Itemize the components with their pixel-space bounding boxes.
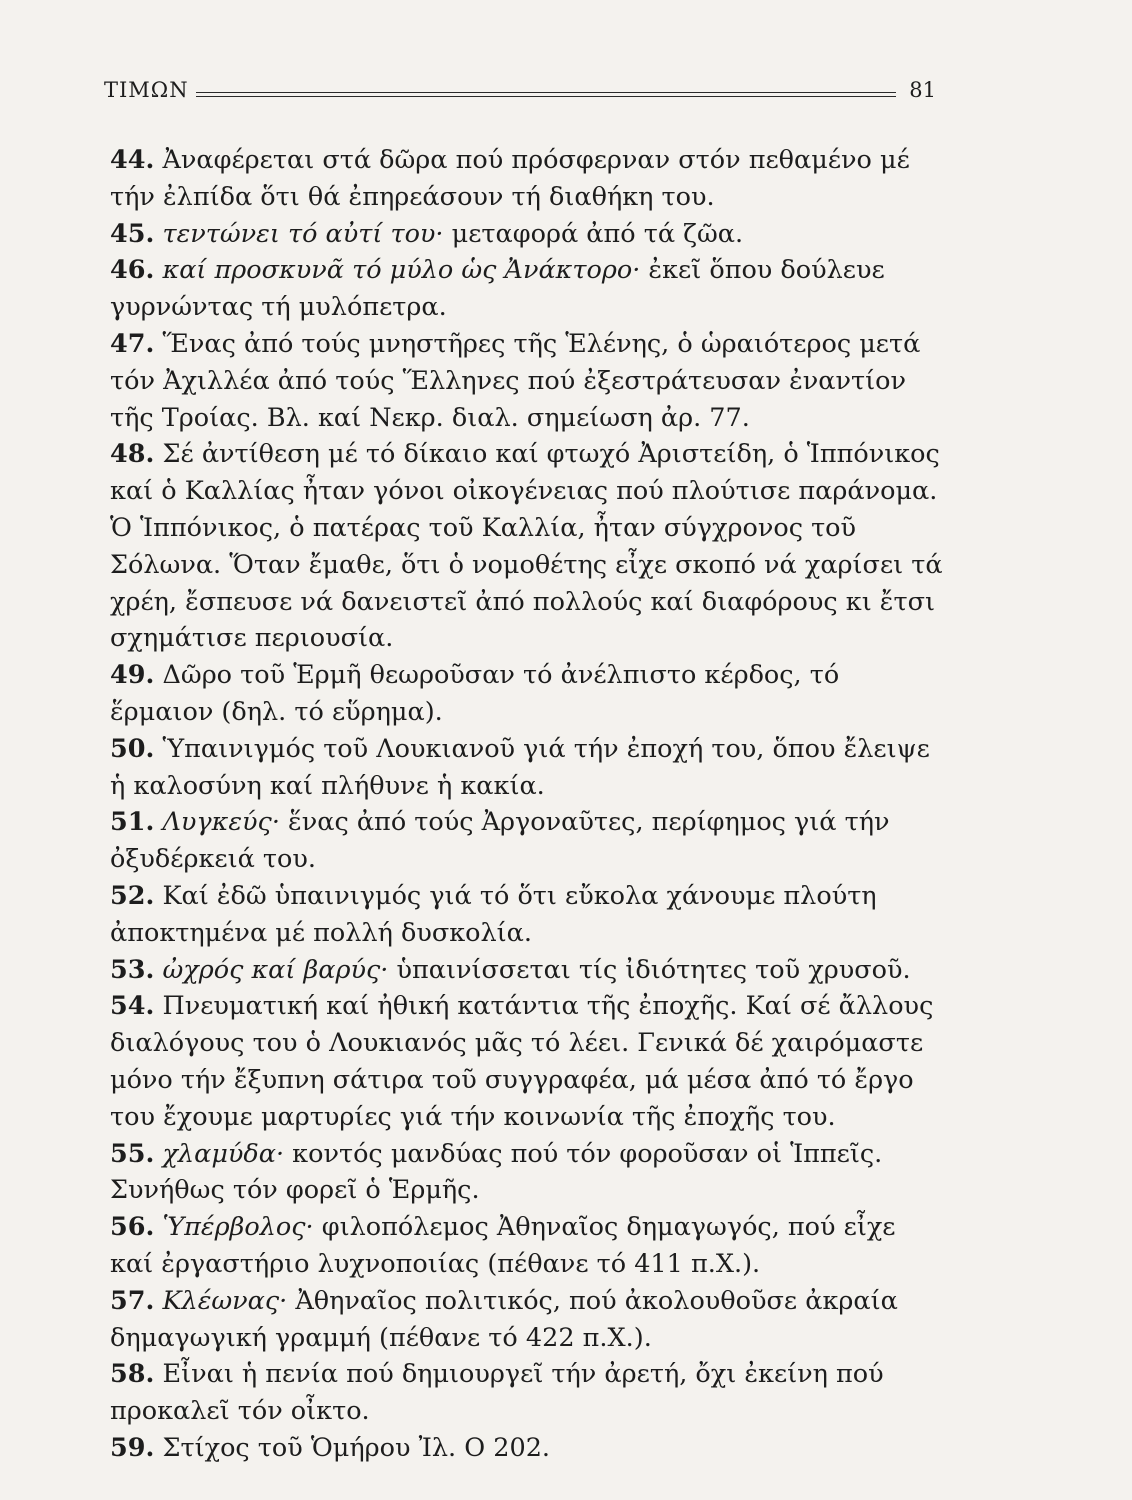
note-text: ὑπαινίσσεται τίς ἰδιότητες τοῦ χρυσοῦ. (388, 954, 911, 985)
note-number: 48. (110, 439, 155, 470)
note-number: 45. (110, 218, 155, 249)
note-text: Σέ ἀντίθεση μέ τό δίκαιο καί φτωχό Ἀριστείδη, ὁ Ἱππόνικος καί ὁ Καλλίας ἦταν γόνοι οἰκογένειας πού πλούτισε παράνομα. Ὁ Ἱππόνικος, ὁ πατέρας τοῦ Καλλία, ἦταν σύγχρονος τοῦ Σόλωνα. Ὅταν ἔμαθε, ὅτι ὁ νομοθέτης εἶχε σκοπό νά χαρίσει τά χρέη, ἔσπευσε νά δανειστεῖ ἀπό πολλούς καί διαφόρους κι ἔτσι σχημάτισε περιουσία. (110, 439, 943, 654)
note-text: Ἀναφέρεται στά δῶρα πού πρόσφερναν στόν πεθαμένο μέ τήν ἐλπίδα ὅτι θά ἐπηρεάσουν τή διαθήκη του. (110, 145, 910, 212)
note-text: ἐκεῖ ὅπου δούλευε γυρνώντας τή μυλόπετρα. (110, 255, 885, 323)
running-title: ΤΙΜΩΝ (104, 78, 189, 102)
note-number: 59. (110, 1432, 155, 1463)
note-text: Εἶναι ἡ πενία πού δημιουργεῖ τήν ἀρετή, ὄχι ἐκείνη πού προκαλεῖ τόν οἶκτο. (110, 1359, 884, 1427)
note-number: 47. (110, 328, 155, 359)
note-number: 57. (110, 1285, 155, 1316)
note-text: Καί ἐδῶ ὑπαινιγμός γιά τό ὅτι εὔκολα χάνουμε πλούτη ἀποκτημένα μέ πολλή δυσκολία. (110, 880, 877, 948)
page-header (104, 78, 936, 108)
note-57 (110, 1283, 946, 1357)
note-text: Ἀθηναῖος πολιτικός, πού ἀκολουθοῦσε ἀκραία δημαγωγική γραμμή (πέθανε τό 422 π.Χ.). (110, 1285, 898, 1353)
note-text: φιλοπόλεμος Ἀθηναῖος δημαγωγός, πού εἶχε καί ἐργαστήριο λυχνοποιίας (πέθανε τό 411 π.Χ.). (110, 1212, 896, 1279)
note-59 (110, 1430, 946, 1467)
note-term: Κλέωνας· (154, 1285, 288, 1316)
note-text: μεταφορά ἀπό τά ζῶα. (443, 218, 744, 249)
note-text: κοντός μανδύας πού τόν φοροῦσαν οἱ Ἱππεῖς. Συνήθως τόν φορεῖ ὁ Ἑρμῆς. (110, 1138, 883, 1206)
note-56 (110, 1209, 946, 1283)
note-55 (110, 1136, 946, 1210)
note-58 (110, 1356, 946, 1430)
note-53 (110, 952, 946, 989)
note-number: 49. (110, 660, 155, 691)
note-49 (110, 657, 946, 731)
note-number: 52. (110, 880, 155, 911)
header-rule (196, 92, 896, 93)
note-number: 55. (110, 1138, 155, 1169)
note-47 (110, 326, 946, 436)
note-54 (110, 988, 946, 1135)
note-text: ἕνας ἀπό τούς Ἀργοναῦτες, περίφημος γιά τήν ὀξυδέρκειά του. (110, 807, 890, 875)
note-number: 44. (110, 145, 155, 175)
note-51 (110, 804, 946, 878)
note-44 (110, 142, 946, 216)
note-number: 51. (110, 807, 155, 838)
note-number: 46. (110, 255, 155, 286)
note-term: τεντώνει τό αὐτί του· (154, 218, 444, 249)
note-term: ὠχρός καί βαρύς· (154, 954, 389, 985)
note-45 (110, 216, 946, 253)
note-text: Ἕνας ἀπό τούς μνηστῆρες τῆς Ἑλένης, ὁ ὡραιότερος μετά τόν Ἀχιλλέα ἀπό τούς Ἕλληνες πού ἐξεστράτευσαν ἐναντίον τῆς Τροίας. Βλ. καί Νεκρ. διαλ. σημείωση ἀρ. 77. (110, 328, 921, 433)
note-number: 56. (110, 1212, 155, 1243)
note-term: Ὑπέρβολος· (154, 1212, 314, 1243)
note-48 (110, 436, 946, 657)
note-50 (110, 731, 946, 805)
note-number: 58. (110, 1359, 155, 1390)
note-number: 54. (110, 991, 155, 1022)
note-text: Δῶρο τοῦ Ἑρμῆ θεωροῦσαν τό ἀνέλπιστο κέρδος, τό ἕρμαιον (δηλ. τό εὕρημα). (110, 660, 840, 727)
note-text: Πνευματική καί ἠθική κατάντια τῆς ἐποχῆς. Καί σέ ἄλλους διαλόγους του ὁ Λουκιανός μᾶς τό λέει. Γενικά δέ χαιρόμαστε μόνο τήν ἔξυπνη σάτιρα τοῦ συγγραφέα, μά μέσα ἀπό τό ἔργο του ἔχουμε μαρτυρίες γιά τήν κοινωνία τῆς ἐποχῆς του. (110, 991, 934, 1132)
notes-list (110, 142, 946, 1467)
note-number: 53. (110, 954, 155, 985)
note-text: Ὑπαινιγμός τοῦ Λουκιανοῦ γιά τήν ἐποχή του, ὅπου ἔλειψε ἡ καλοσύνη καί πλήθυνε ἡ κακία. (110, 733, 930, 801)
note-term: Λυγκεύς· (154, 807, 280, 838)
note-term: χλαμύδα· (154, 1138, 285, 1169)
note-text: Στίχος τοῦ Ὁμήρου Ἰλ. Ο 202. (154, 1432, 551, 1463)
note-52 (110, 878, 946, 952)
note-46 (110, 252, 946, 326)
note-number: 50. (110, 733, 155, 764)
note-term: καί προσκυνᾶ τό μύλο ὡς Ἀνάκτορο· (154, 255, 641, 286)
page-number: 81 (909, 78, 936, 102)
